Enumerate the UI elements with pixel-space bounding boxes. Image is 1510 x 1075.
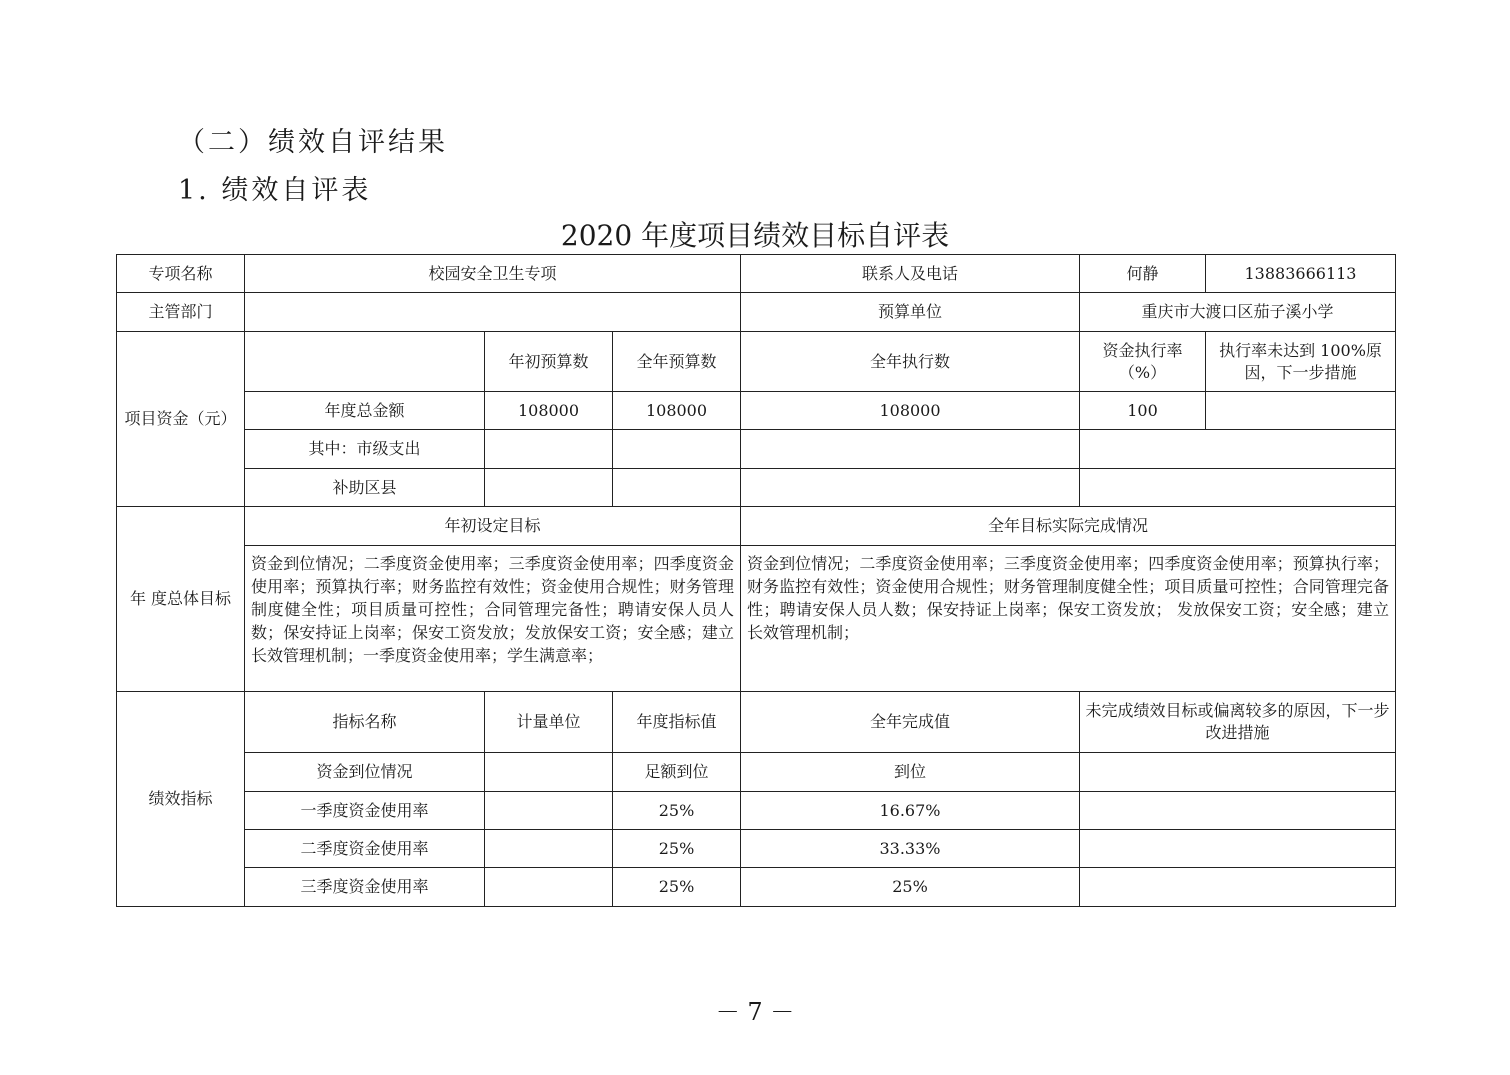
indicator-reason (1080, 830, 1396, 868)
indicator-row (117, 792, 1396, 830)
project-row (117, 255, 1396, 293)
indicator-actual-header: 全年完成值 (741, 692, 1080, 753)
project-name-value: 校园安全卫生专项 (245, 255, 741, 293)
sub-heading: 1. 绩效自评表 (178, 175, 372, 206)
goals-header-row (117, 507, 1396, 546)
annual-execution-value (741, 469, 1080, 507)
budget-unit-value: 重庆市大渡口区茄子溪小学 (1080, 293, 1396, 332)
annual-budget-header: 全年预算数 (613, 332, 741, 392)
execution-rate-value (1080, 469, 1396, 507)
set-goal-header: 年初设定目标 (245, 507, 741, 546)
section-heading: （二）绩效自评结果 (178, 127, 448, 158)
indicator-name: 一季度资金使用率 (245, 792, 485, 830)
annual-budget-value: 108000 (613, 392, 741, 430)
execution-rate-header: 资金执行率（%） (1080, 332, 1206, 392)
self-evaluation-table (116, 254, 1396, 907)
shortfall-reason-value (1206, 392, 1396, 430)
execution-rate-value (1080, 430, 1396, 469)
indicator-reason-header: 未完成绩效目标或偏离较多的原因，下一步改进措施 (1080, 692, 1396, 753)
annual-execution-value (741, 430, 1080, 469)
project-name-label: 专项名称 (117, 255, 245, 293)
indicator-name: 资金到位情况 (245, 753, 485, 792)
annual-execution-value: 108000 (741, 392, 1080, 430)
indicator-unit-header: 计量单位 (485, 692, 613, 753)
indicator-target: 足额到位 (613, 753, 741, 792)
contact-phone: 13883666113 (1206, 255, 1396, 293)
department-value (245, 293, 741, 332)
indicator-name: 三季度资金使用率 (245, 868, 485, 907)
funds-row-label: 其中：市级支出 (245, 430, 485, 469)
indicator-row (117, 753, 1396, 792)
funds-row-label: 年度总金额 (245, 392, 485, 430)
funds-row (117, 392, 1396, 430)
overall-goals-label: 年 度总体目标 (117, 507, 245, 692)
actual-completion-text: 资金到位情况；二季度资金使用率；三季度资金使用率；四季度资金使用率；预算执行率；财务监控有效性；资金使用合规性；财务管理制度健全性；项目质量可控性；合同管理完备性；聘请安保人员人数；保安持证上岗率；保安工资发放； 发放保安工资；安全感；建立长效管理机制； (741, 546, 1396, 692)
goals-text-row (117, 546, 1396, 692)
indicator-name-header: 指标名称 (245, 692, 485, 753)
indicator-reason (1080, 792, 1396, 830)
budget-unit-label: 预算单位 (741, 293, 1080, 332)
indicator-unit (485, 792, 613, 830)
indicator-reason (1080, 753, 1396, 792)
annual-execution-header: 全年执行数 (741, 332, 1080, 392)
indicator-target: 25% (613, 792, 741, 830)
actual-completion-header: 全年目标实际完成情况 (741, 507, 1396, 546)
initial-budget-value: 108000 (485, 392, 613, 430)
department-row (117, 293, 1396, 332)
contact-name: 何静 (1080, 255, 1206, 293)
department-label: 主管部门 (117, 293, 245, 332)
funds-row (117, 469, 1396, 507)
execution-rate-value: 100 (1080, 392, 1206, 430)
funds-header-blank (245, 332, 485, 392)
indicator-unit (485, 753, 613, 792)
contact-label: 联系人及电话 (741, 255, 1080, 293)
indicator-reason (1080, 868, 1396, 907)
indicators-label: 绩效指标 (117, 692, 245, 907)
annual-budget-value (613, 469, 741, 507)
funds-row (117, 430, 1396, 469)
funds-row-label: 补助区县 (245, 469, 485, 507)
funds-label: 项目资金（元） (117, 332, 245, 507)
indicator-actual: 16.67% (741, 792, 1080, 830)
annual-budget-value (613, 430, 741, 469)
initial-budget-value (485, 430, 613, 469)
indicator-actual: 到位 (741, 753, 1080, 792)
indicator-unit (485, 830, 613, 868)
indicator-actual: 33.33% (741, 830, 1080, 868)
page-number: － 7 － (715, 998, 795, 1026)
shortfall-reason-header: 执行率未达到 100%原因，下一步措施 (1206, 332, 1396, 392)
indicator-row (117, 830, 1396, 868)
set-goal-text: 资金到位情况；二季度资金使用率；三季度资金使用率；四季度资金使用率；预算执行率；财务监控有效性；资金使用合规性；财务管理制度健全性；项目质量可控性；合同管理完备性；聘请安保人员人数；保安持证上岗率；保安工资发放；发放保安工资；安全感；建立长效管理机制；一季度资金使用率；学生满意率； (245, 546, 741, 692)
indicator-target: 25% (613, 868, 741, 907)
initial-budget-value (485, 469, 613, 507)
table-title: 2020 年度项目绩效目标自评表 (560, 219, 950, 252)
indicator-actual: 25% (741, 868, 1080, 907)
indicator-name: 二季度资金使用率 (245, 830, 485, 868)
indicator-row (117, 868, 1396, 907)
funds-header-row (117, 332, 1396, 392)
initial-budget-header: 年初预算数 (485, 332, 613, 392)
indicator-target-header: 年度指标值 (613, 692, 741, 753)
indicators-header-row (117, 692, 1396, 753)
indicator-target: 25% (613, 830, 741, 868)
indicator-unit (485, 868, 613, 907)
